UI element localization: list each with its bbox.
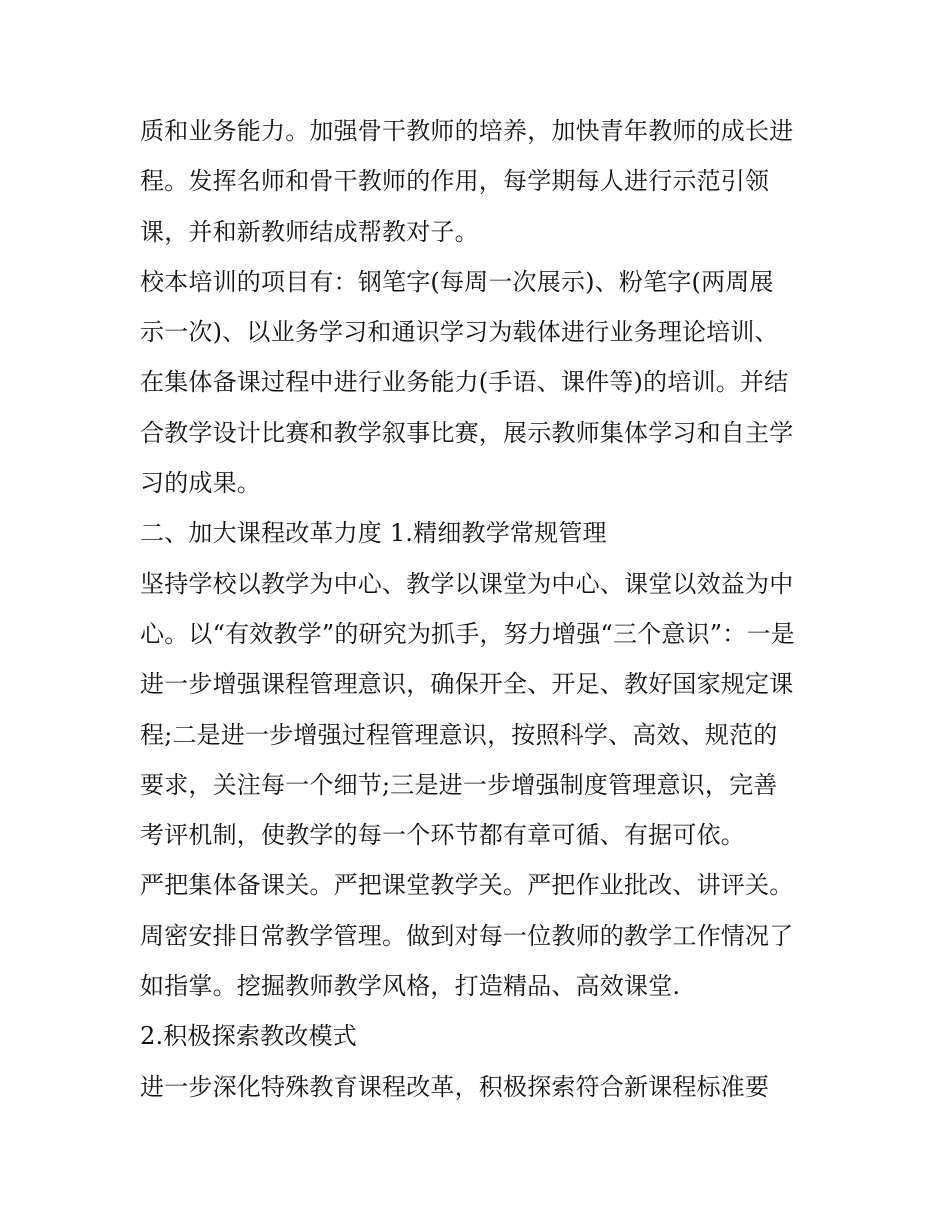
text-line: 考评机制，使教学的每一个环节都有章可循、有据可依。 bbox=[140, 821, 745, 850]
text-line: 校本培训的项目有：钢笔字(每周一次展示)、粉笔字(两周展 bbox=[140, 267, 774, 296]
text-line: 如指掌。挖掘教师教学风格，打造精品、高效课堂. bbox=[140, 972, 681, 1001]
section-heading: 二、加大课程改革力度 1.精细教学常规管理 bbox=[140, 519, 607, 548]
text-line: 质和业务能力。加强骨干教师的培养，加快青年教师的成长进 bbox=[140, 117, 794, 145]
text-line: 进一步增强课程管理意识，确保开全、开足、教好国家规定课 bbox=[140, 670, 794, 699]
subsection-heading: 2.积极探索教改模式 bbox=[140, 1022, 357, 1051]
text-line: 程;二是进一步增强过程管理意识，按照科学、高效、规范的 bbox=[140, 720, 778, 749]
text-line: 习的成果。 bbox=[140, 469, 261, 498]
text-line: 在集体备课过程中进行业务能力(手语、课件等)的培训。并结 bbox=[140, 368, 789, 397]
text-line: 合教学设计比赛和教学叙事比赛，展示教师集体学习和自主学 bbox=[140, 418, 794, 447]
text-line: 心。以“有效教学”的研究为抓手，努力增强“三个意识”：一是 bbox=[140, 619, 795, 648]
text-line: 严把集体备课关。严把课堂教学关。严把作业批改、讲评关。 bbox=[140, 871, 794, 900]
text-line: 坚持学校以教学为中心、教学以课堂为中心、课堂以效益为中 bbox=[140, 569, 794, 598]
text-line: 程。发挥名师和骨干教师的作用，每学期每人进行示范引领 bbox=[140, 167, 770, 196]
document-body bbox=[140, 106, 820, 1112]
text-line: 课，并和新教师结成帮教对子。 bbox=[140, 217, 479, 246]
text-line: 示一次)、以业务学习和通识学习为载体进行业务理论培训、 bbox=[140, 318, 779, 347]
text-line: 进一步深化特殊教育课程改革，积极探索符合新课程标准要 bbox=[140, 1072, 770, 1101]
text-line: 要求，关注每一个细节;三是进一步增强制度管理意识，完善 bbox=[140, 770, 778, 799]
text-line: 周密安排日常教学管理。做到对每一位教师的教学工作情况了 bbox=[140, 921, 794, 950]
